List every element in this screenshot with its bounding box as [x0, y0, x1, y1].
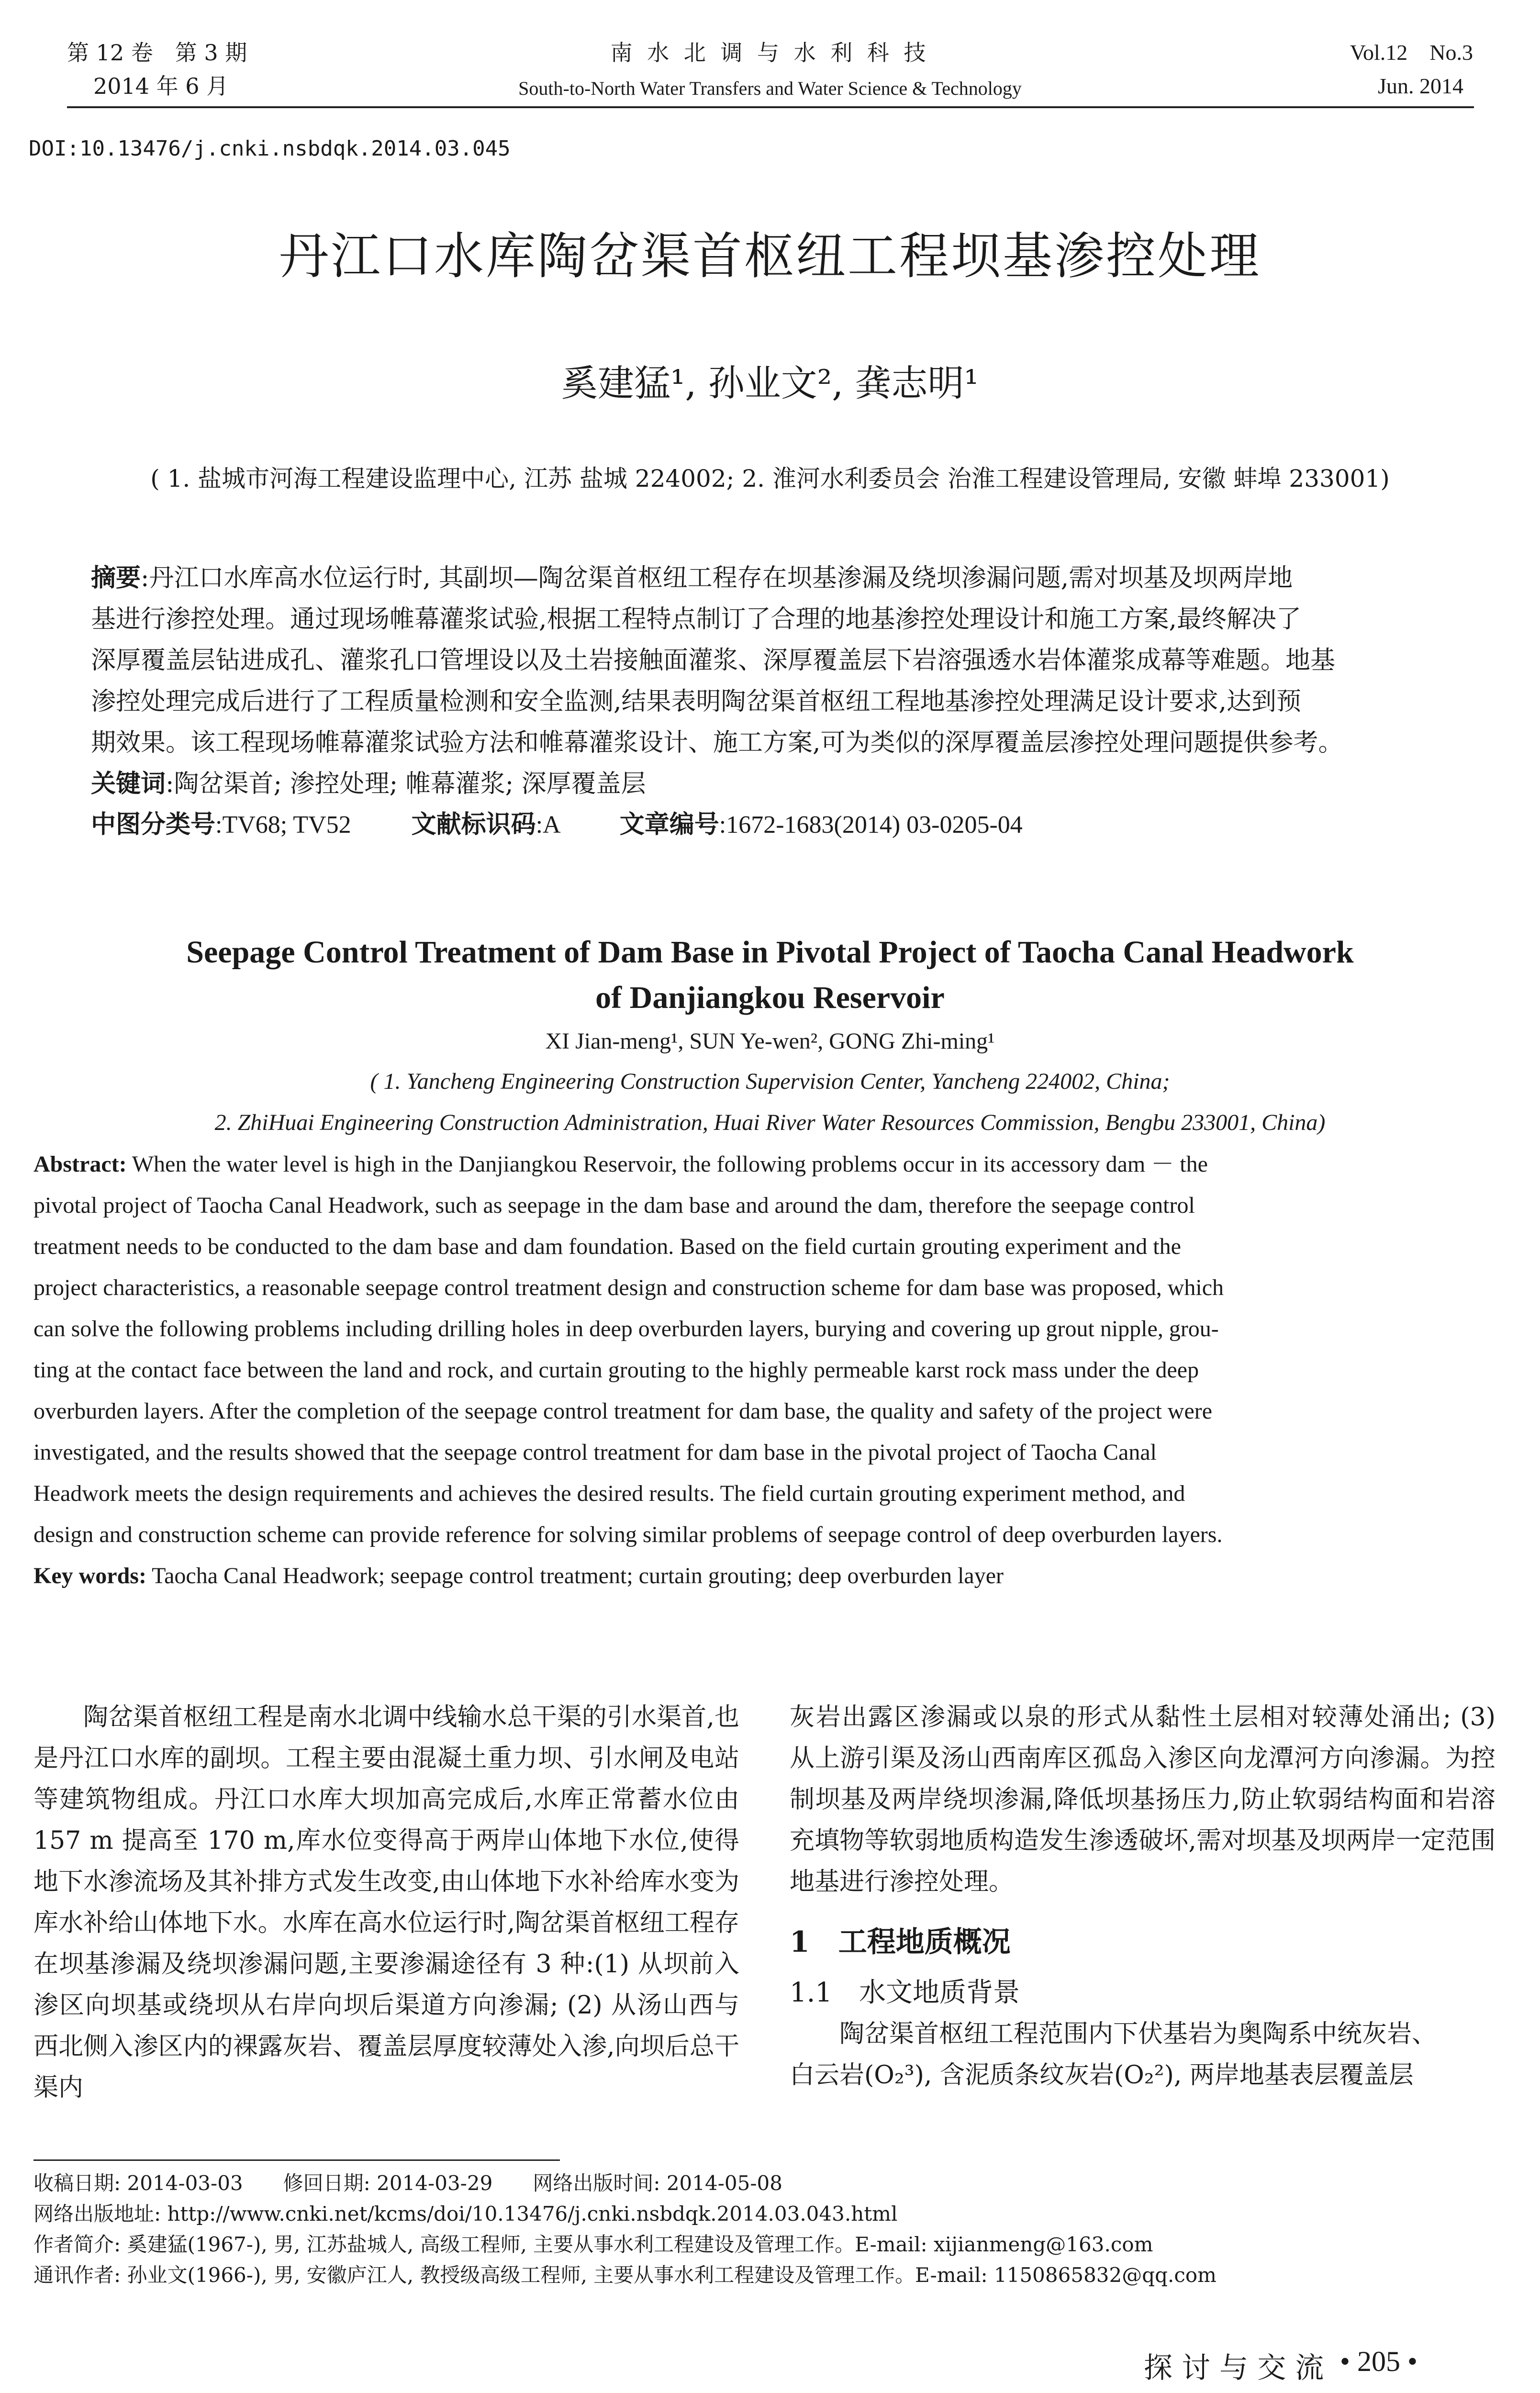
body-paragraph: 陶岔渠首枢纽工程是南水北调中线输水总干渠的引水渠首,也是丹江口水库的副坝。工程主要由混凝土重力坝、引水闸及电站等建筑物组成。丹江口水库大坝加高完成后,水库正常蓄水位由 157 m 提高至 170 m,库水位变得高于两岸山体地下水位,使得地下水渗流场及其补排方式发生改变,由山体地下水补给库水变为库水补给山体地下水。水库在高水位运行时,陶岔渠首枢纽工程存在坝基渗漏及绕坝渗漏问题,主要渗漏途径有 3 种:(1) 从坝前入渗区向坝基或绕坝从右岸向坝后渠道方向渗漏; (2) 从汤山西与西北侧入渗区内的裸露灰岩、覆盖层厚度较薄处入渗,向坝后总干渠内 — [33, 1703, 739, 2102]
footnote-author-bio: 作者简介: 奚建猛(1967-), 男, 江苏盐城人, 高级工程师, 主要从事水利工程建设及管理工作。E-mail: xijianmeng@163.com — [33, 2233, 1153, 2256]
section-heading-1: 1 工程地质概况 — [790, 1925, 1011, 1959]
title-en-line2: of Danjiangkou Reservoir — [595, 980, 945, 1015]
header-volume-cn: 第 12 卷 第 3 期 — [67, 40, 247, 66]
article-id-label: 文章编号 — [619, 811, 719, 839]
header-journal-cn: 南 水 北 调 与 水 利 科 技 — [610, 40, 930, 66]
footnotes — [33, 2168, 1493, 2291]
authors-cn: 奚建猛¹, 孙业文², 龚志明¹ — [561, 362, 979, 404]
header-journal-en: South-to-North Water Transfers and Water Science & Technology — [518, 78, 1022, 99]
footnote-corresponding-author: 通讯作者: 孙业文(1966-), 男, 安徽庐江人, 教授级高级工程师, 主要从事水利工程建设及管理工作。E-mail: 1150865832@qq.com — [33, 2263, 1216, 2287]
affiliation-cn: ( 1. 盐城市河海工程建设监理中心, 江苏 盐城 224002; 2. 淮河水利委员会 治淮工程建设管理局, 安徽 蚌埠 233001) — [150, 465, 1390, 492]
abstract-cn — [91, 558, 1450, 846]
body-paragraph: 灰岩出露区渗漏或以泉的形式从黏性土层相对较薄处涌出; (3) 从上游引渠及汤山西南库区孤岛入渗区向龙潭河方向渗漏。为控制坝基及两岸绕坝渗漏,降低坝基扬压力,防止软弱结构面和岩溶充填物等软弱地质构造发生渗透破坏,需对坝基及坝两岸一定范围地基进行渗控处理。 — [790, 1703, 1495, 1896]
abstract-cn-label: 摘要 — [91, 563, 141, 593]
abstract-en — [33, 1144, 1484, 1597]
abstract-en-line: investigated, and the results showed that the seepage control treatment for dam base in the pivotal project of Taocha Canal — [33, 1440, 1157, 1465]
classification-cn — [91, 805, 1450, 846]
body-line: 陶岔渠首枢纽工程范围内下伏基岩为奥陶系中统灰岩、 — [839, 2020, 1437, 2048]
body-right-column — [790, 1697, 1495, 2096]
title-en-line1: Seepage Control Treatment of Dam Base in Pivotal Project of Taocha Canal Headwork — [186, 935, 1354, 970]
abstract-en-line: can solve the following problems including drilling holes in deep overburden layers, burying and covering up grout nipple, grou- — [33, 1316, 1219, 1342]
abstract-en-line: design and construction scheme can provide reference for solving similar problems of seepage control of deep overburden layers. — [33, 1522, 1223, 1547]
clc-label: 中图分类号 — [91, 811, 216, 839]
header-date-en: Jun. 2014 — [1378, 74, 1463, 98]
article-id-value: :1672-1683(2014) 03-0205-04 — [719, 811, 1023, 839]
doi: DOI:10.13476/j.cnki.nsbdqk.2014.03.045 — [29, 136, 511, 161]
doc-code-label: 文献标识码 — [411, 811, 536, 839]
abstract-en-line: Abstract: When the water level is high in the Danjiangkou Reservoir, the following problems occur in its accessory dam － the — [33, 1152, 1208, 1177]
footnote-online-url: 网络出版地址: http://www.cnki.net/kcms/doi/10.13476/j.cnki.nsbdqk.2014.03.043.html — [33, 2202, 898, 2225]
abstract-en-line: treatment needs to be conducted to the dam base and dam foundation. Based on the field curtain grouting experiment and the — [33, 1234, 1181, 1259]
header-rule — [67, 106, 1474, 108]
keywords-cn: 关键词:陶岔渠首; 渗控处理; 帷幕灌浆; 深厚覆盖层 — [91, 769, 646, 798]
abstract-en-line: project characteristics, a reasonable seepage control treatment design and construction scheme for dam base was proposed, which — [33, 1275, 1224, 1300]
subsection-heading-1-1: 1.1 水文地质背景 — [790, 1977, 1020, 2008]
page-number: • 205 • — [1340, 2346, 1418, 2377]
abstract-cn-line: 摘要:丹江口水库高水位运行时, 其副坝—陶岔渠首枢纽工程存在坝基渗漏及绕坝渗漏问题,需对坝基及坝两岸地 — [91, 563, 1293, 593]
footer-section-name: 探 讨 与 交 流 — [1144, 2351, 1324, 2385]
affiliation-en-line2: 2. ZhiHuai Engineering Construction Administration, Huai River Water Resources Commission, Bengbu 233001, China) — [214, 1110, 1326, 1135]
header-date-cn: 2014 年 6 月 — [93, 73, 229, 99]
keywords-en: Key words: Taocha Canal Headwork; seepage control treatment; curtain grouting; deep overburden layer — [33, 1563, 1004, 1588]
abstract-en-line: pivotal project of Taocha Canal Headwork, such as seepage in the dam base and around the dam, therefore the seepage control — [33, 1193, 1195, 1218]
abstract-en-line: Headwork meets the design requirements and achieves the desired results. The field curtain grouting experiment method, and — [33, 1481, 1185, 1506]
keywords-en-label: Key words: — [33, 1563, 146, 1588]
authors-en: XI Jian-meng¹, SUN Ye-wen², GONG Zhi-ming¹ — [545, 1029, 995, 1054]
clc-value: :TV68; TV52 — [215, 811, 351, 839]
abstract-en-line: overburden layers. After the completion of the seepage control treatment for dam base, the quality and safety of the project were — [33, 1398, 1213, 1424]
affiliation-en-line1: ( 1. Yancheng Engineering Construction Supervision Center, Yancheng 224002, China; — [370, 1069, 1170, 1094]
abstract-en-line: ting at the contact face between the land and rock, and curtain grouting to the highly permeable karst rock mass under the deep — [33, 1357, 1199, 1383]
keywords-cn-label: 关键词 — [91, 769, 166, 798]
abstract-cn-line: 期效果。该工程现场帷幕灌浆试验方法和帷幕灌浆设计、施工方案,可为类似的深厚覆盖层渗控处理问题提供参考。 — [91, 728, 1343, 757]
body-line: 白云岩(O₂³), 含泥质条纹灰岩(O₂²), 两岸地基表层覆盖层 — [790, 2061, 1414, 2090]
footnote-received: 收稿日期: 2014-03-03 修回日期: 2014-03-29 网络出版时间: 2014-05-08 — [33, 2171, 782, 2195]
body-left-column — [33, 1697, 739, 2108]
abstract-cn-line: 基进行渗控处理。通过现场帷幕灌浆试验,根据工程特点制订了合理的地基渗控处理设计和施工方案,最终解决了 — [91, 605, 1302, 634]
abstract-en-label: Abstract: — [33, 1152, 127, 1177]
header-volume-en: Vol.12 No.3 — [1350, 40, 1473, 65]
doc-code-value: :A — [536, 811, 559, 839]
title-cn: 丹江口水库陶岔渠首枢纽工程坝基渗控处理 — [279, 227, 1261, 285]
abstract-cn-line: 渗控处理完成后进行了工程质量检测和安全监测,结果表明陶岔渠首枢纽工程地基渗控处理满足设计要求,达到预 — [91, 687, 1302, 716]
abstract-cn-line: 深厚覆盖层钻进成孔、灌浆孔口管埋设以及土岩接触面灌浆、深厚覆盖层下岩溶强透水岩体灌浆成幕等难题。地基 — [91, 646, 1336, 675]
footnote-rule — [33, 2159, 560, 2161]
